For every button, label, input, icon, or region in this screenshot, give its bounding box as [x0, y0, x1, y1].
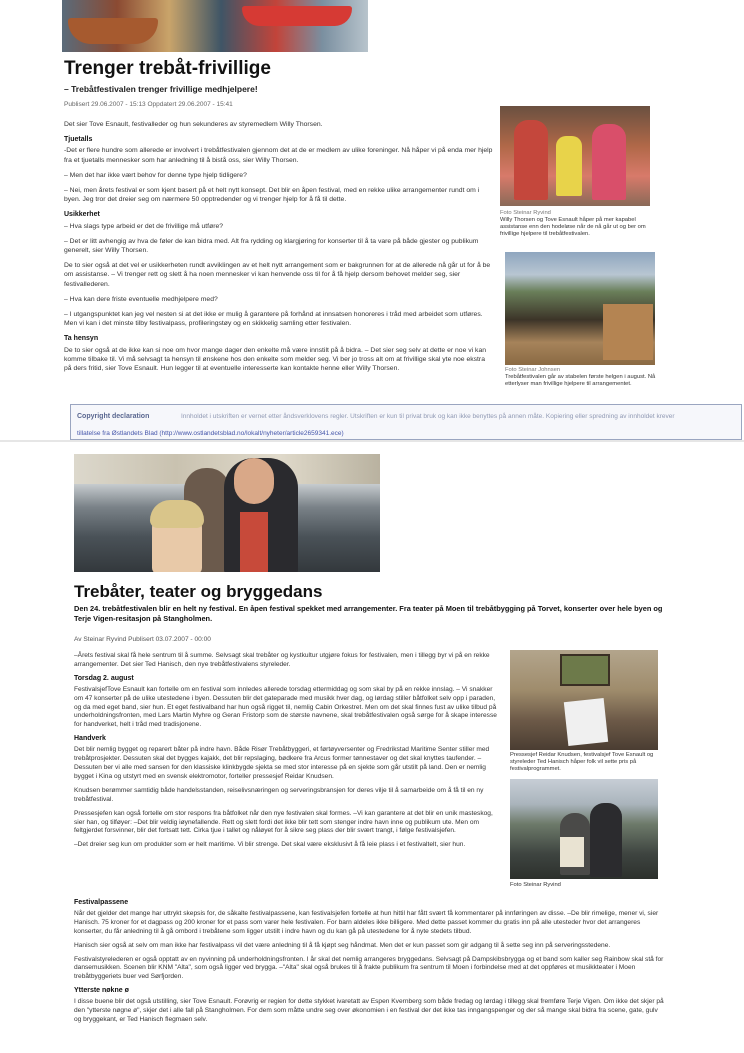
photo-credit: Foto Steinar Ryvind [500, 210, 551, 216]
article1-paragraph: – I utgangspunktet kan jeg vel nesten si at det ikke er mulig å garantere på forhånd at innsatsen honoreres i tråd med arbeidet som utføres. Men vi kan i det minste tilby festivalpass, profileringstøy og en skikkelig samling etter festivalen. [64, 311, 483, 328]
person-shape [590, 803, 622, 877]
article2-paragraph: Festivalstyrelederen er også opptatt av en nyvinning på underholdningsfronten. I år skal det nemlig arrangeres bryggedans. Selvsagt på Dampskibsbrygga og et band som kaller seg Rainbow skal stå for dansemusikken. Scenen blir KNM "Alta", som også ligger ved brygga. –"Alta" skal også brukes til å frakte publikum fra sentrum til Moen i forbindelse med at det oppføres et musikkteater i Moen trebåtbyggeriets buer ved Sørfjorden. [74, 955, 664, 981]
shirt-shape [240, 512, 268, 572]
article2-paragraph: Når det gjelder det mange har uttrykt skepsis for, de såkalte festivalpassene, kan festivalsjefen fortelle at hun hittil har fått svært få kommentarer på innføringen av disse. –De blir rimelige, mener vi, sier Hanisch. 75 kroner for et dagpass og 200 kroner for et pass som varer hele festivalen. For barn aldeles ikke billigere. Med dette passet kommer du gratis inn på alle utesteder hvor det arrangeres konserter, du får anledning til å gå ombord i trebåtene som ligger utstilt i indre havn og du kan gå på utestedene for å nyte stedets tilbud. [74, 909, 659, 935]
boat-shape [242, 6, 352, 26]
poster-shape [560, 837, 584, 867]
article1-paragraph: Det sier Tove Esnault, festivalleder og hun sekunderes av styremedlem Willy Thorsen. [64, 121, 323, 128]
article1-paragraph: – Det er litt avhengig av hva de føler de kan bidra med. Alt fra rydding og klargjøring for konserter til å ta vare på både gjester og publikum generelt, sier Willy Thorsen. [64, 237, 479, 255]
poster-shape [564, 698, 608, 746]
article2-header-photo [74, 454, 380, 572]
article1-paragraph: -Det er flere hundre som allerede er involvert i trebåtfestivalen gjennom det at de er medlem av ulike foreninger. Nå håper vi på enda mer hjelp fra et tjuetalls mennesker som har anledning til å bistå oss, sier Willy Thorsen. [64, 147, 493, 164]
article2-subheading: Handverk [74, 735, 106, 743]
photo-caption: Willy Thorsen og Tove Esnault håper på mer kapabel assistanse enn den hodeløse når de nå går ut og ber om frivillige hjelpere til trebåtfestivalen. [500, 217, 646, 237]
copyright-text: Innholdet i utskriften er vernet etter åndsverklovens regler. Utskriften er kun til privat bruk og kan ikke benyttes på annen måte. Kopiering eller spredning av innholdet krever [181, 413, 675, 420]
article1-subtitle: – Trebåtfestivalen trenger frivillige medhjelpere! [64, 84, 258, 94]
person-shape [592, 124, 626, 200]
article1-paragraph: De to sier også at de ikke kan si noe om hvor mange dager den enkelte må være innstilt på å bidra. – Det sier seg selv at dette er noe vi kan komme tilbake til. Vi må selvsagt ta hensyn til ønskene hos den enkelte som melder seg. Vi ber jo tross alt om at frivillige skal yte noe ekstra på ders fritid, sier Tove Esnault. Hun legger til at eventuelle interesserte kan kontakte henne eller Willy Thorsen. [64, 346, 487, 373]
article2-subheading: Festivalpassene [74, 899, 129, 906]
article2-subheading: Torsdag 2. august [74, 674, 134, 682]
article2-meta: Av Steinar Ryvind Publisert 03.07.2007 - 00:00 [74, 636, 211, 643]
article1-meta: Publisert 29.06.2007 - 15:13 Oppdatert 29.06.2007 - 15:41 [64, 101, 233, 108]
copyright-url[interactable]: tillatelse fra Østlandets Blad (http://www.ostlandetsblad.no/lokalt/nyheter/article2659341.ece) [77, 430, 344, 437]
article2-paragraph: Knudsen berømmer samtidig både handelsstanden, reiselivsnæringen og serveringsbransjen for deres vilje til å samarbeide om å få til en ny trebåtfestival. [74, 786, 484, 803]
article2-body [74, 652, 502, 855]
copyright-box [70, 404, 742, 440]
article1-paragraph: – Nei, men årets festival er som kjent basert på et helt nytt konsept. Det blir en åpen festival, med en rekke ulike arrangementer rundt om i byen. Jeg tror det dreier seg om nærmere 50 opptredender og vi trenger hjelp for å få til dette. [64, 187, 480, 204]
article2-paragraph: FestivalsjefTove Esnault kan fortelle om en festival som innledes allerede torsdag ettermiddag og som skal by på en rekke innslag. – Vi snakker om 47 konserter på de ulike utestedene i byen. Dessuten blir det gateparade med musikk hver dag, og lørdag stiller båtfolket selv opp i paraden, og da med eget band, sier hun. Et eget festivalband har hun også rigget til, nemlig Cabin Orkestret. Men om det skal finnes fust av ulike tilbud på underholdningsfronten, med Lars Martin Myhre og Geran Fristorp som de største navnene, skal trebåtfestivalen også sørge for å skape interesse for handverket, helt i tråd med tradisjonene. [74, 685, 497, 729]
photo-credit: Foto Steinar Johnsen [505, 367, 561, 373]
article1-subheading: Ta hensyn [64, 335, 99, 343]
article1-subheading: Usikkerhet [64, 211, 100, 219]
article2-body-wide [74, 896, 666, 1030]
article2-subheading: Ytterste nøkne ø [74, 987, 129, 995]
article2-photo-trio [510, 650, 658, 750]
article2-photo2-credit: Foto Steinar Ryvind [510, 882, 561, 888]
boat-shape [603, 304, 653, 360]
article2-lead: Den 24. trebåtfestivalen blir en helt ny festival. En åpen festival spekket med arrangementer. Fra teater på Moen til trebåtbygging på Torvet, konserter over hele byen og Terje Vigen-resitasjon på Stangholmen. [74, 604, 663, 623]
page-seam-divider [0, 440, 744, 442]
photo-caption: Trebåtfestivalen går av stabelen første helgen i august. Nå etterlyser man frivillige hjelpere til arrangementet. [505, 374, 656, 387]
article2-photo1-caption: Pressesjef Reidar Knudsen, festivalsjef Tove Esnault og styreleder Ted Hanisch håper folk vil sette pris på festivalprogrammet. [510, 752, 654, 772]
article1-photo1-caption [500, 210, 656, 238]
article2-paragraph: Hanisch sier også at selv om man ikke har festivalpass vil det være anledning til å få kjøpt seg håndmat. Men det er kun passet som gir adgang til å sette seg inn på serveringsstedene. [74, 941, 611, 949]
article1-paragraph: – Men det har ikke vært behov for denne type hjelp tidligere? [64, 171, 247, 179]
article1-paragraph: De to sier også at det vel er usikkerheten rundt avviklingen av et helt nytt arrangement som er bakgrunnen for at de allerede nå går ut for å be om assistanse. – Vi trenger rett og slett å ha noen mennesker vi kan henvende oss til for å få hjelp dersom behovet melder seg, sier festivallederen. [64, 262, 491, 288]
hair-shape [150, 500, 204, 528]
article1-title: Trenger trebåt-frivillige [64, 58, 271, 79]
article2-photo-harbor [510, 779, 658, 879]
article2-paragraph: Det blir nemlig bygget og reparert båter på indre havn. Både Risør Trebåtbyggeri, et førtøyversenter og Fredrikstad Maritime Senter stiller med trebåtprosjekter. Dessuten skal det bygges kajakk, det blir repslaging, bødkere fra Arcus former tønnestaver og det skal knyttes taufender. –Dessuten ber vi alle med sansen for den klassiske klinkbygde sjekta se med stor interesse på en sjekte som går utstilt på land. Den er nemlig bygget i Kina og utstyrt med en svensk elektromotor, forteller pressesjef Reidar Knudsen. [74, 746, 490, 780]
article2-paragraph: Pressesjefen kan også fortelle om stor respons fra båtfolket når den nye festivalen skal formes. –Vi kan garantere at det blir en unik masteskog, sier han, og tilføyer: –Det blir veldig iøynefallende. Rett og slett fordi det ikke blir tett som stenger indre havn inne og publikum ute. Men om feltgjerdet forsvinner, blir det fortsatt tett. Cirka tjue i tallet og nåløyet for å sikre seg plass der blir svært trangt, i følge festivalsjefen. [74, 809, 493, 835]
article1-subheading: Tjuetalls [64, 136, 93, 144]
article1-photo-people [500, 106, 650, 206]
article1-photo-crowd [505, 252, 655, 365]
copyright-title: Copyright declaration [77, 413, 150, 420]
headless-figure-shape [556, 136, 582, 196]
person-shape [514, 120, 548, 200]
article1-header-photo [62, 0, 368, 52]
article2-title: Trebåter, teater og bryggedans [74, 582, 323, 601]
article1-body [64, 120, 494, 379]
wall-painting-shape [560, 654, 610, 686]
article1-photo2-caption [505, 367, 661, 388]
article1-paragraph: – Hva kan dere friste eventuelle medhjelpere med? [64, 295, 218, 303]
face-shape [234, 458, 274, 504]
article2-paragraph: I disse buene blir det også utstilling, sier Tove Esnault. Forøvrig er regien for dette stykket ivaretatt av Espen Kvernberg som både fredag og lørdag i tillegg skal fremføre Terje Vigen. Om ikke det skjer på den "ytterste nøgne ø", skjer det i alle fall på Stangholmen. For dem som måtte undre seg over økonomien i en festival der det ikke tas inngangspenger og der så mange skal bidra fra scene, gate, gulv og bryggekant, er Ted Hanisch flegmaen selv. [74, 998, 664, 1023]
article2-paragraph: –Det dreier seg kun om produkter som er helt maritime. Vi blir strenge. Det skal være eksklusivt å få leie plass i et festivaltelt, sier hun. [74, 841, 466, 849]
article2-paragraph: –Årets festival skal få hele sentrum til å summe. Selvsagt skal trebåter og kystkultur utgjøre fokus for festivalen, men i tillegg byr vi på en rekke arrangementer. Det sier Ted Hanisch, den nye trebåtfestivalens styreleder. [74, 652, 490, 668]
article1-paragraph: – Hva slags type arbeid er det de frivillige må utføre? [64, 222, 224, 230]
boat-shape [68, 18, 158, 44]
